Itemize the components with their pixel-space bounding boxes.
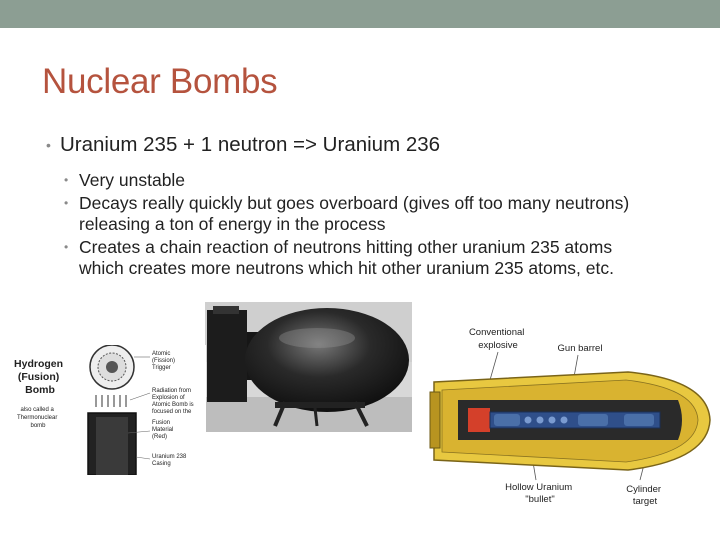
fusion-label-line: focused on the xyxy=(152,409,192,415)
sub-bullet-list xyxy=(64,170,644,279)
sub-bullet-decays: • Decays really quickly but goes overboard (gives off too many neutrons) releasing a ton of energy in the process xyxy=(64,193,644,235)
fusion-heading-line: Hydrogen xyxy=(14,358,64,370)
fusion-label-line: Material xyxy=(152,427,174,433)
fusion-label-line: Radiation from xyxy=(152,388,192,394)
fusion-heading-line: (Fusion) xyxy=(17,371,60,383)
fusion-label-line: (Fission) xyxy=(152,358,176,364)
fusion-heading-line: Bomb xyxy=(25,384,55,396)
fusion-aka-line: bomb xyxy=(30,423,46,429)
fusion-label-line: Uranium 238 xyxy=(152,454,187,460)
fusion-label-line: Atomic Bomb is xyxy=(152,402,194,408)
bomb-photo xyxy=(205,302,412,432)
bullet-list xyxy=(46,132,686,281)
gun-type-bomb-diagram xyxy=(428,320,713,515)
label-explosive: Conventional xyxy=(468,327,525,338)
slide-title: Nuclear Bombs xyxy=(42,62,278,101)
fusion-label-line: Explosion of xyxy=(152,395,185,401)
header-bar xyxy=(0,0,720,28)
fusion-label-line: (Red) xyxy=(152,434,168,440)
fusion-aka-line: also called a xyxy=(20,407,54,413)
bullet-uranium xyxy=(46,132,686,158)
sub-bullet-chain-reaction: • Creates a chain reaction of neutrons hitting other uranium 235 atoms which creates more neutrons which hit other uranium 235 atoms, etc. xyxy=(64,237,644,279)
label-hollow-uranium: "bullet" xyxy=(525,494,555,505)
fusion-aka-line: Thermonuclear xyxy=(16,415,58,421)
label-hollow-uranium: Hollow Uranium xyxy=(505,482,573,493)
label-explosive: explosive xyxy=(478,340,518,351)
fusion-bomb-diagram xyxy=(10,345,206,475)
fusion-label-line: Atomic xyxy=(152,351,171,357)
fusion-label-line: Trigger xyxy=(152,365,171,371)
label-cylinder-target: Cylinder xyxy=(626,484,662,495)
bullet-text: Uranium 235 + 1 neutron => Uranium 236 xyxy=(60,133,441,156)
sub-bullet-unstable: • Very unstable xyxy=(64,170,644,191)
label-gun-barrel: Gun barrel xyxy=(557,343,603,354)
fusion-label-line: Fusion xyxy=(152,420,171,426)
label-cylinder-target: target xyxy=(632,496,658,507)
fusion-label-line: Casing xyxy=(152,461,171,467)
